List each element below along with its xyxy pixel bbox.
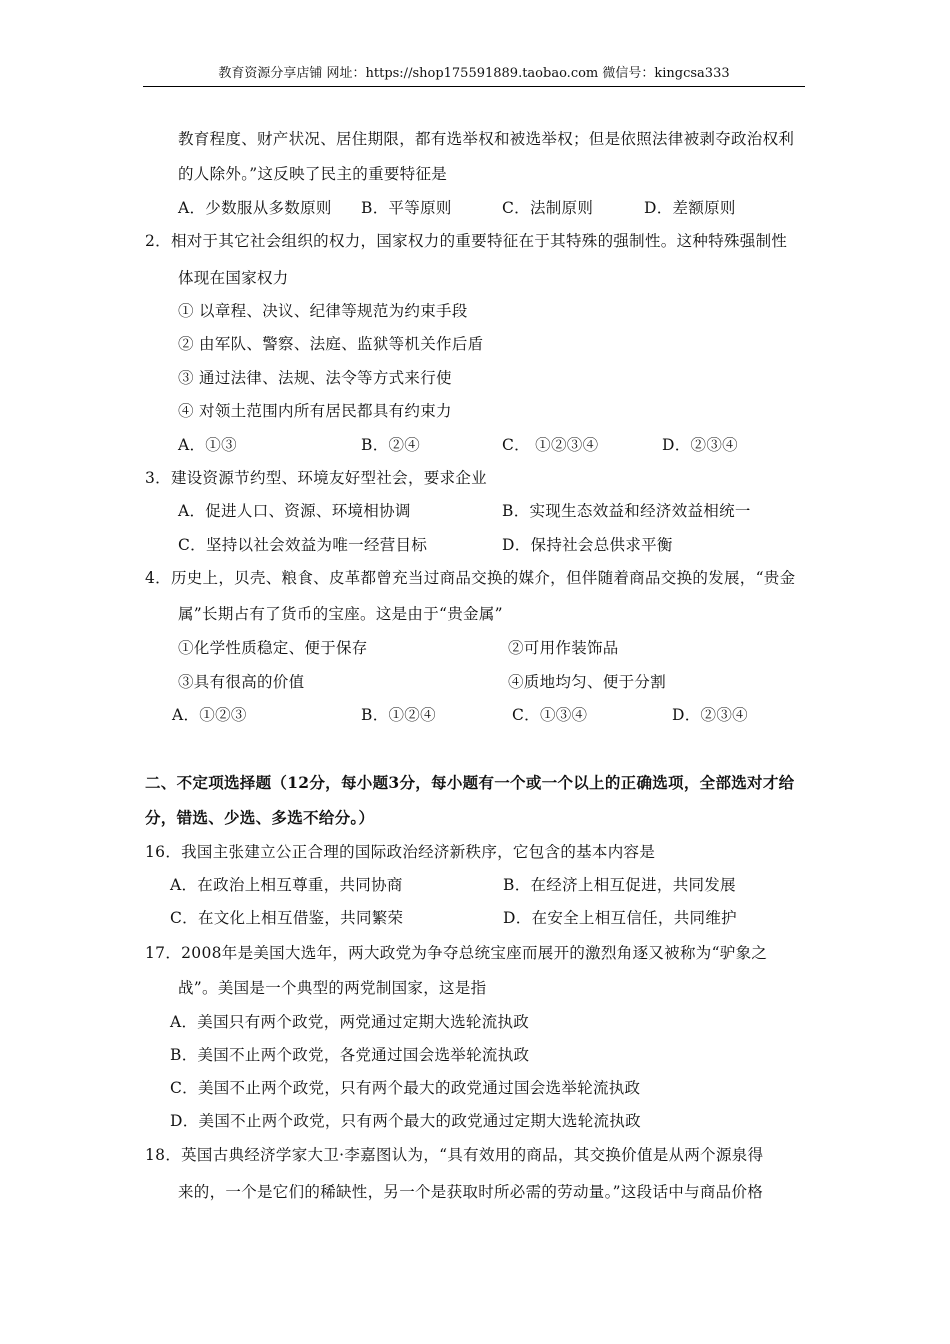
q17-text-line2: 战”。美国是一个典型的两党制国家，这是指 <box>178 979 487 997</box>
q2-option-c: C． ①②③④ <box>502 436 599 454</box>
q2-statement-2: ② 由军队、警察、法庭、监狱等机关作后盾 <box>178 335 484 353</box>
q1-option-a: A．少数服从多数原则 <box>178 199 332 217</box>
q3-option-d: D．保持社会总供求平衡 <box>502 536 673 554</box>
q2-option-a: A．①③ <box>178 436 237 454</box>
q4-option-c: C．①③④ <box>512 706 588 724</box>
q2-statement-4: ④ 对领土范围内所有居民都具有约束力 <box>178 402 452 420</box>
q3-option-c: C．坚持以社会效益为唯一经营目标 <box>178 536 428 554</box>
q1-text-line1: 教育程度、财产状况、居住期限，都有选举权和被选举权；但是依照法律被剥夺政治权利 <box>178 130 795 148</box>
q2-text-line1: 2．相对于其它社会组织的权力，国家权力的重要特征在于其特殊的强制性。这种特殊强制性 <box>145 232 788 250</box>
q1-option-d: D．差额原则 <box>644 199 736 217</box>
q4-text-line2: 属”长期占有了货币的宝座。这是由于“贵金属” <box>178 605 503 623</box>
q18-text-line2: 来的，一个是它们的稀缺性，另一个是获取时所必需的劳动量。”这段话中与商品价格 <box>178 1183 764 1201</box>
q16-text-line1: 16．我国主张建立公正合理的国际政治经济新秩序，它包含的基本内容是 <box>145 843 656 861</box>
q4-option-a: A．①②③ <box>172 706 247 724</box>
q4-option-d: D．②③④ <box>672 706 748 724</box>
q3-option-b: B．实现生态效益和经济效益相统一 <box>502 502 751 520</box>
q3-text-line1: 3．建设资源节约型、环境友好型社会，要求企业 <box>145 469 487 487</box>
q17-option-d: D．美国不止两个政党，只有两个最大的政党通过定期大选轮流执政 <box>170 1112 641 1130</box>
q2-option-b: B．②④ <box>361 436 421 454</box>
q16-option-a: A．在政治上相互尊重，共同协商 <box>170 876 403 894</box>
q4-statement-1: ①化学性质稳定、便于保存 <box>178 639 368 657</box>
q3-option-a: A．促进人口、资源、环境相协调 <box>178 502 411 520</box>
q4-statement-2: ②可用作装饰品 <box>508 639 619 657</box>
q17-option-b: B．美国不止两个政党，各党通过国会选举轮流执政 <box>170 1046 530 1064</box>
q1-option-b: B．平等原则 <box>361 199 452 217</box>
q4-text-line1: 4．历史上，贝壳、粮食、皮革都曾充当过商品交换的媒介，但伴随着商品交换的发展，“贵金 <box>145 569 796 587</box>
q2-text-line2: 体现在国家权力 <box>178 269 289 287</box>
q2-statement-3: ③ 通过法律、法规、法令等方式来行使 <box>178 369 452 387</box>
q17-option-c: C．美国不止两个政党，只有两个最大的政党通过国会选举轮流执政 <box>170 1079 641 1097</box>
q18-text-line1: 18．英国古典经济学家大卫·李嘉图认为，“具有效用的商品，其交换价值是从两个源泉得 <box>145 1146 764 1164</box>
q2-statement-1: ① 以章程、决议、纪律等规范为约束手段 <box>178 302 468 320</box>
q17-option-a: A．美国只有两个政党，两党通过定期大选轮流执政 <box>170 1013 530 1031</box>
section2-heading-line1: 二、不定项选择题（12分，每小题3分，每小题有一个或一个以上的正确选项，全部选对才给 <box>145 773 795 792</box>
section2-heading-line2: 分，错选、少选、多选不给分。） <box>145 808 375 827</box>
q4-statement-3: ③具有很高的价值 <box>178 673 305 691</box>
q4-statement-4: ④质地均匀、便于分割 <box>508 673 667 691</box>
q2-option-d: D．②③④ <box>662 436 738 454</box>
q17-text-line1: 17．2008年是美国大选年，两大政党为争夺总统宝座而展开的激烈角逐又被称为“驴象之 <box>145 944 768 962</box>
q4-option-b: B．①②④ <box>361 706 436 724</box>
q16-option-c: C．在文化上相互借鉴，共同繁荣 <box>170 909 404 927</box>
q16-option-d: D．在安全上相互信任，共同维护 <box>503 909 737 927</box>
page-header: 教育资源分享店铺 网址：https://shop175591889.taobao.com 微信号：kingcsa333 <box>143 64 805 87</box>
q1-text-line2: 的人除外。”这反映了民主的重要特征是 <box>178 165 448 183</box>
q1-option-c: C．法制原则 <box>502 199 594 217</box>
q16-option-b: B．在经济上相互促进，共同发展 <box>503 876 736 894</box>
